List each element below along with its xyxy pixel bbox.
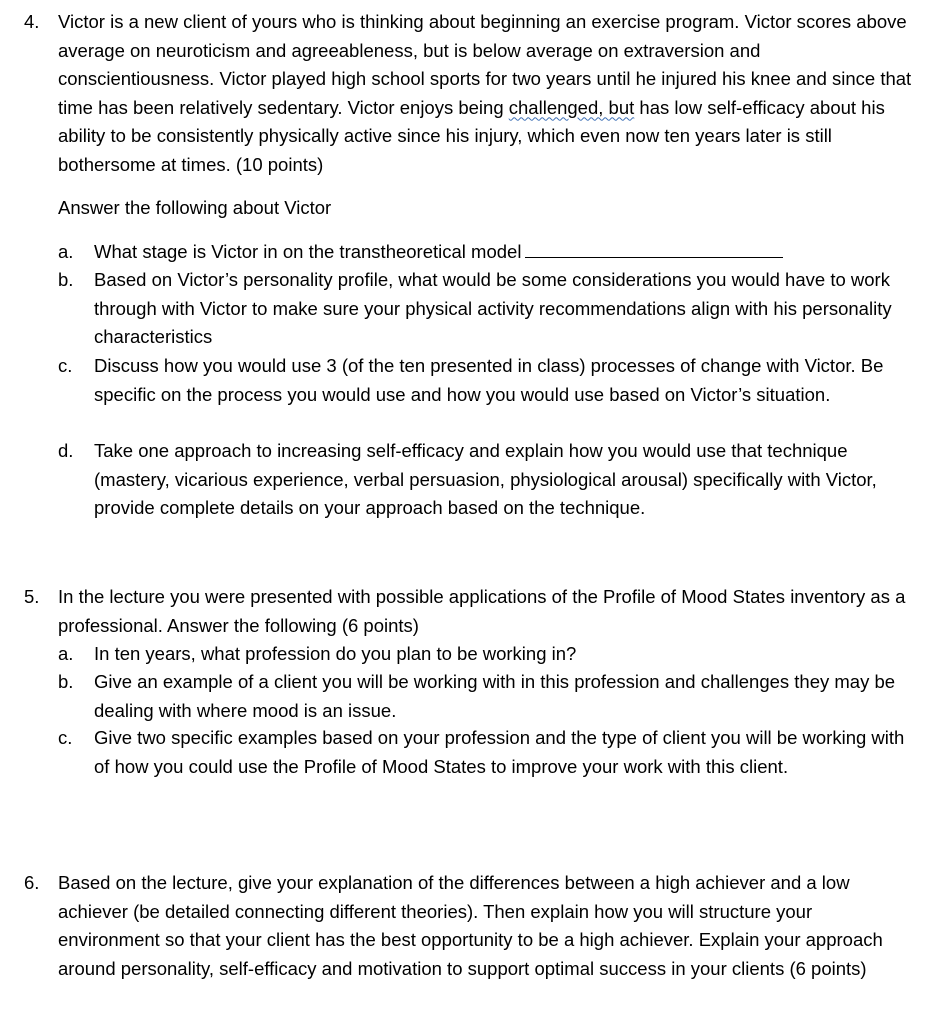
q4-item-b: Based on Victor’s personality profile, what would be some considerations you would have to work through with Victor to make sure your physical activity recommendations align with his personality characteristics [94,269,892,347]
q5-item-a-letter: a. [58,643,74,664]
question-4-intro: Answer the following about Victor [58,197,332,218]
question-6-text: Based on the lecture, give your explanation of the differences between a high achiever and a low achiever (be detailed connecting different theories). Then explain how you will structure your environment so that your client has the best opportunity to be a high achiever. Explain your approach around personality, self-efficacy and motivation to support optimal success in your clients (6 points) [58,872,883,979]
question-5-text: In the lecture you were presented with possible applications of the Profile of Mood States inventory as a professional. Answer the following (6 points) [58,586,906,636]
q4-item-c: Discuss how you would use 3 (of the ten presented in class) processes of change with Victor. Be specific on the process you would use and how you would use based on Victor’s situation. [94,355,884,405]
q4-item-c-letter: c. [58,355,73,376]
q5-item-c: Give two specific examples based on your profession and the type of client you will be working with of how you could use the Profile of Mood States to improve your work with this client. [94,727,905,777]
q4-item-d: Take one approach to increasing self-efficacy and explain how you would use that technique (mastery, vicarious experience, verbal persuasion, physiological arousal) specifically with Victor, provide complete details on your approach based on the technique. [94,440,877,518]
spelling-grammar-mark: challenged, but [508,96,635,118]
q4-item-a-letter: a. [58,241,74,262]
question-4-text: Victor is a new client of yours who is thinking about beginning an exercise program. Victor scores above average on neuroticism and agreeableness, but is below average on extraversion and conscientiousness. Victor played high school sports for two years until he injured his knee and since that time has been relatively sedentary. Victor enjoys being challenged, but has low self-efficacy about his ability to be consistently physically active since his injury, which even now ten years later is still bothersome at times. (10 points) [58,11,912,175]
question-6-number: 6. [24,872,40,893]
question-4-number: 4. [24,11,40,32]
q4-item-a: What stage is Victor in on the transtheoretical model [94,238,914,267]
q4-item-d-letter: d. [58,440,74,461]
q5-item-a: In ten years, what profession do you plan to be working in? [94,643,577,664]
q5-item-b-letter: b. [58,671,74,692]
answer-blank-line[interactable] [525,239,783,258]
q5-item-c-letter: c. [58,727,73,748]
q4-item-b-letter: b. [58,269,74,290]
q5-item-b: Give an example of a client you will be working with in this profession and challenges they may be dealing with where mood is an issue. [94,671,896,721]
question-5-number: 5. [24,586,40,607]
